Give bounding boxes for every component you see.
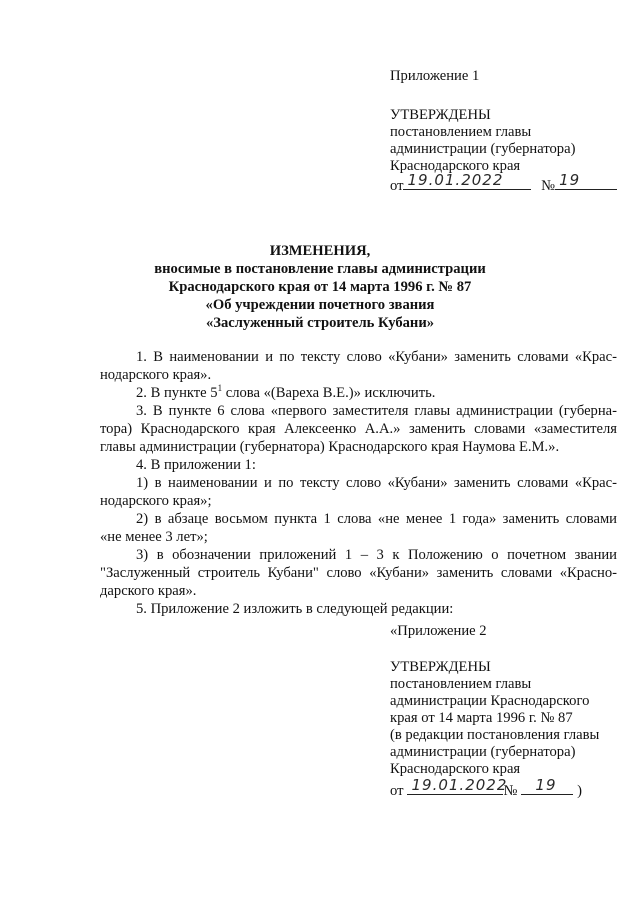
heading-line3: «Об учреждении почетного звания [205,297,435,313]
appendix2-line4: (в редакции постановления главы [390,727,600,743]
para3-line2: тора) Краснодарского края Алексеенко А.А.» заменить словами «заместителя [100,421,617,437]
appendix1-line3: Краснодарского края [390,158,521,174]
appendix2-line2: администрации Краснодарского [390,693,590,709]
appendix1-date-line [390,171,617,195]
para4-3-line2: "Заслуженный строитель Кубани" слово «Кубани» заменить словами «Красно- [100,565,617,581]
para2 [136,384,617,402]
appendix1-ot: от [390,178,404,194]
para3-line1: 3. В пункте 6 слова «первого заместителя главы администрации (губерна- [136,403,617,419]
appendix1-date: 19.01.2022 [407,171,504,189]
appendix2-approved: УТВЕРЖДЕНЫ [390,659,491,675]
para2-pre: 2. В пункте 5 [136,385,218,401]
para4-2-line1: 2) в абзаце восьмом пункта 1 слова «не менее 1 года» заменить словами [136,511,617,527]
para4-3-line1: 3) в обозначении приложений 1 – 3 к Положению о почетном звании [136,547,617,563]
appendix1-date-field [403,171,531,190]
appendix1-line2: администрации (губернатора) [390,141,576,157]
para4-2-line2: «не менее 3 лет»; [100,529,208,545]
appendix2-close: ) [577,783,582,799]
para3-line3: главы администрации (губернатора) Краснодарского края Наумова Е.М.». [100,439,560,455]
appendix2-number-field [521,776,573,795]
heading-line4: «Заслуженный строитель Кубани» [205,315,435,331]
para1-line1: 1. В наименовании и по тексту слово «Кубани» заменить словами «Крас- [136,349,617,365]
heading-line2: Краснодарского края от 14 марта 1996 г. № 87 [168,279,472,295]
para4-1-line2: нодарского края»; [100,493,212,509]
para2-post: слова «(Вареха В.Е.)» исключить. [222,385,436,401]
appendix2-date-line [390,776,582,800]
para4: 4. В приложении 1: [136,457,256,473]
para5: 5. Приложение 2 изложить в следующей редакции: [136,601,454,617]
appendix2-number: 19 [535,776,557,794]
appendix2-line5: администрации (губернатора) [390,744,576,760]
appendix2-date: 19.01.2022 [411,776,508,794]
appendix2-line6: Краснодарского края [390,761,521,777]
para4-3-line3: дарского края». [100,583,197,599]
appendix2-num-sign: № [503,783,518,799]
para1-line2: нодарского края». [100,367,212,383]
appendix2-date-field [407,776,508,795]
appendix1-number: 19 [559,171,581,189]
appendix2-label: «Приложение 2 [390,623,487,639]
appendix2-line1: постановлением главы [390,676,532,692]
appendix1-num-sign: № [541,178,556,194]
appendix1-approved: УТВЕРЖДЕНЫ [390,107,491,123]
appendix1-number-field [555,171,617,190]
heading-title: ИЗМЕНЕНИЯ, [269,243,371,259]
para2-sup: 1 [217,383,223,394]
heading-line1: вносимые в постановление главы администрации [154,261,486,277]
appendix2-line3: края от 14 марта 1996 г. № 87 [390,710,573,726]
para4-1-line1: 1) в наименовании и по тексту слово «Кубани» заменить словами «Крас- [136,475,617,491]
appendix1-label: Приложение 1 [390,68,480,84]
appendix1-line1: постановлением главы [390,124,532,140]
appendix2-ot: от [390,783,404,799]
